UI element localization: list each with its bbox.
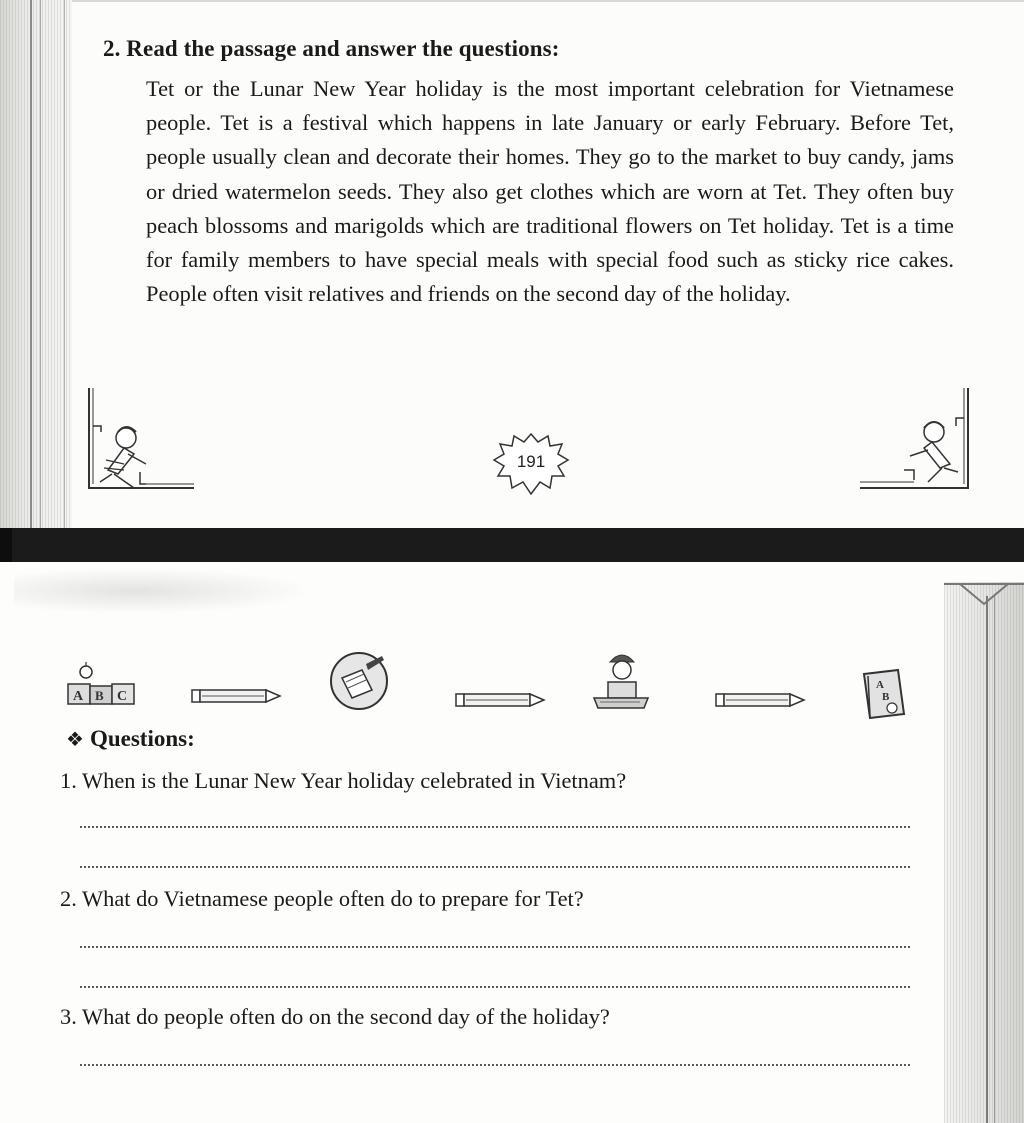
page-number: 191 [516, 452, 546, 471]
question-1: 1. When is the Lunar New Year holiday celebrated in Vietnam? [60, 768, 627, 793]
book-pen-icon [328, 650, 390, 712]
answer-line-2a[interactable] [80, 946, 910, 948]
bottom-page [0, 562, 1024, 1123]
answer-line-1a[interactable] [80, 826, 910, 828]
pencil-icon-3 [714, 690, 806, 710]
questions-heading: ❖ Questions: [66, 726, 195, 751]
page-gap [0, 528, 1024, 562]
svg-text:B: B [95, 688, 104, 703]
diamond-bullet-icon: ❖ [66, 729, 84, 751]
pencil-icon-2 [454, 690, 546, 710]
answer-line-2b[interactable] [80, 986, 910, 988]
book-spine-top [0, 0, 72, 528]
book-spine-bottom [944, 582, 1024, 1123]
svg-text:A: A [73, 689, 84, 704]
abc-blocks-icon [64, 662, 138, 718]
abc-book-icon [856, 668, 912, 722]
reading-passage: Tet or the Lunar New Year holiday is the most important celebration for Vietnamese people. Tet is a festival which happens in late January or early February. Before Tet, people usually clean and decorate their homes. They go to the market to buy candy, jams or dried watermelon seeds. They also get clothes which are worn at Tet. They often buy peach blossoms and marigolds which are traditional flowers on Tet holiday. Tet is a time for family members to have special meals with special food such as sticky rice cakes. People often visit relatives and friends on the second day of the holiday. [146, 76, 954, 307]
answer-line-3a[interactable] [80, 1064, 910, 1066]
question-3: 3. What do people often do on the second day of the holiday? [60, 1004, 610, 1029]
dancing-child-corner-icon-right [858, 388, 974, 496]
exercise-heading: 2. Read the passage and answer the questions: [103, 36, 560, 61]
svg-text:A: A [876, 679, 884, 691]
dancing-child-corner-icon [84, 388, 196, 496]
svg-text:C: C [117, 689, 128, 704]
svg-text:B: B [882, 691, 890, 703]
reading-child-icon [588, 648, 654, 714]
pencil-icon [188, 686, 284, 706]
question-2: 2. What do Vietnamese people often do to prepare for Tet? [60, 886, 584, 911]
answer-line-1b[interactable] [80, 866, 910, 868]
